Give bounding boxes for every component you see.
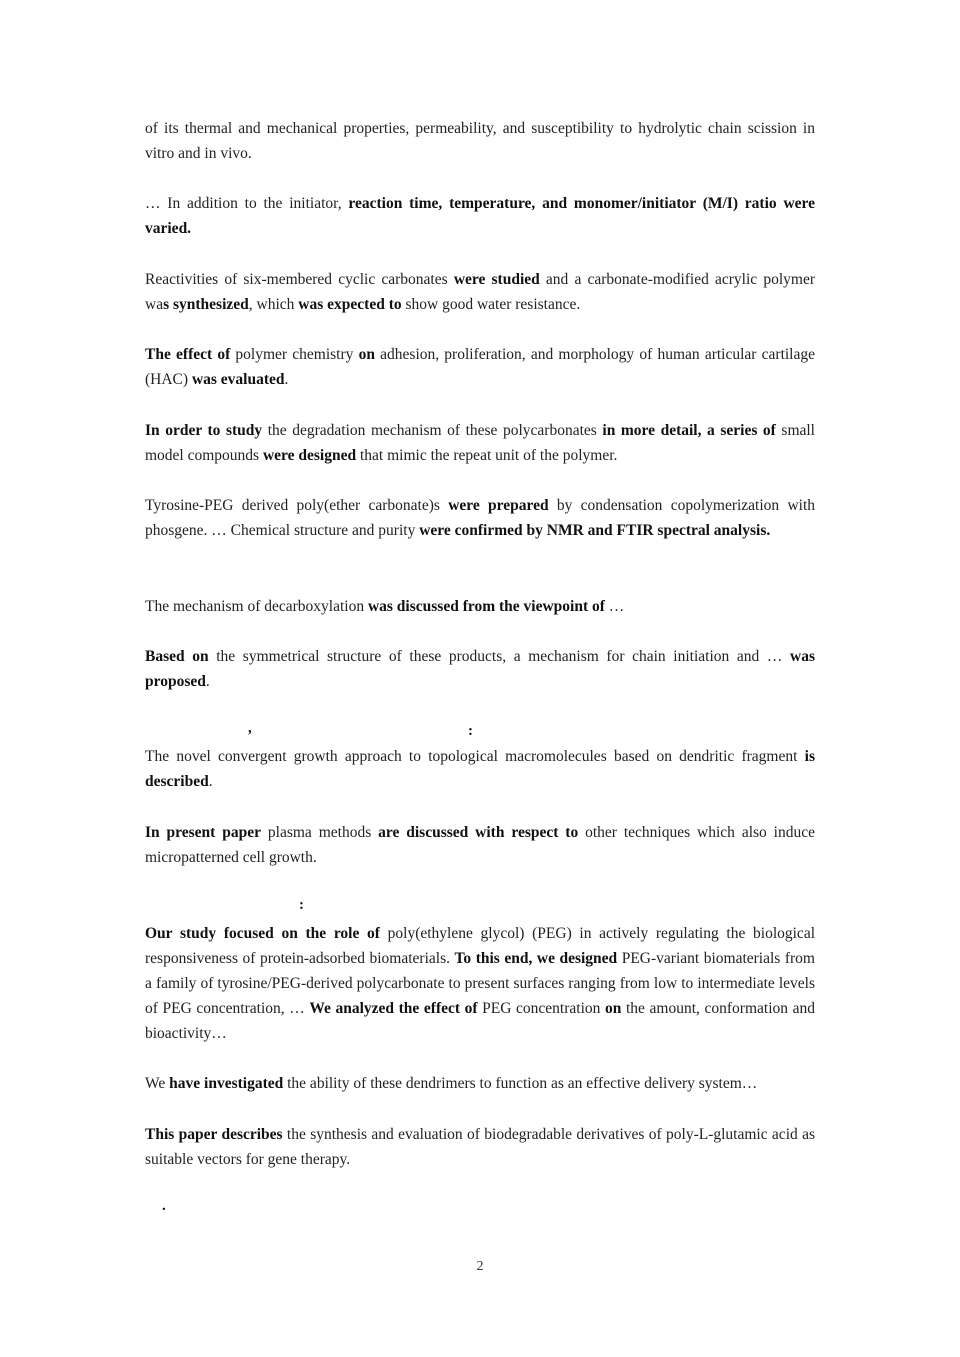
page-number: 2 [476, 1259, 484, 1274]
text-run: of its thermal and mechanical properties, permeability, and susceptibility to hydrolytic chain scission in vitro and in vivo. [145, 120, 815, 162]
text-run: . [284, 371, 289, 388]
text-run: , which [248, 296, 299, 313]
text-run: The novel convergent growth approach to topological macromolecules based on dendritic fragment [145, 748, 805, 765]
bold-phrase: This paper describes [145, 1126, 283, 1143]
bold-phrase: were studied [453, 271, 540, 288]
text-run: poly(ethylene glycol) (PEG) in actively regulating the biological responsiveness of protein-adsorbed biomaterials. [145, 925, 816, 967]
text-run: . [208, 773, 213, 790]
bold-phrase: Based on [145, 648, 209, 665]
text-run: Tyrosine-PEG derived poly(ether carbonate)s [145, 497, 449, 514]
bold-phrase: was discussed from the viewpoint of [367, 598, 605, 615]
text-run: The mechanism of decarboxylation [145, 598, 368, 615]
bold-phrase: We analyzed the effect of [309, 1000, 478, 1017]
bold-phrase: reaction time, temperature, and monomer/initiator (M/I) ratio were varied. [145, 195, 815, 237]
text-run: and a carbonate-modified acrylic polymer wa [145, 271, 815, 313]
paragraph-4 [145, 342, 815, 392]
paragraph-1 [145, 116, 815, 166]
paragraph-6 [145, 493, 815, 543]
section-comma: , [248, 720, 252, 736]
paragraph-13 [145, 1122, 815, 1172]
bold-phrase: In order to study [145, 422, 263, 439]
bold-phrase: in more detail, a series of [602, 422, 776, 439]
text-run: show good water resistance. [401, 296, 581, 313]
paragraph-10 [145, 820, 815, 870]
bold-phrase: was expected to [298, 296, 402, 313]
text-run: We [145, 1075, 170, 1092]
paragraph-11 [145, 921, 815, 1046]
section-colon-2: : [299, 897, 304, 913]
bold-phrase: is described [145, 748, 815, 790]
paragraph-8 [145, 644, 815, 694]
paragraph-3 [145, 267, 815, 317]
bold-phrase: In present paper [145, 824, 261, 841]
bold-phrase: Our study focused on the role of [145, 925, 380, 942]
text-run: PEG concentration [477, 1000, 605, 1017]
section-colon: : [468, 723, 473, 739]
text-run: other techniques which also induce micropatterned cell growth. [145, 824, 816, 866]
bold-phrase: on [605, 1000, 622, 1017]
text-run: . [205, 673, 210, 690]
text-run: adhesion, proliferation, and morphology of human articular cartilage (HAC) [145, 346, 815, 388]
text-run: the amount, conformation and bioactivity… [145, 1000, 815, 1042]
bold-phrase: on [358, 346, 375, 363]
text-run: the degradation mechanism of these polycarbonates [262, 422, 603, 439]
paragraph-12 [145, 1071, 815, 1096]
bold-phrase: was proposed [145, 648, 815, 690]
text-run: … In addition to the initiator, [145, 195, 349, 212]
bold-phrase: have investigated [169, 1075, 284, 1092]
bold-phrase: s synthesized [163, 296, 249, 313]
text-run: the symmetrical structure of these products, a mechanism for chain initiation and … [208, 648, 791, 665]
text-run: plasma methods [261, 824, 379, 841]
bold-phrase: To this end, we designed [454, 950, 618, 967]
bold-phrase: were prepared [448, 497, 549, 514]
bold-phrase: were confirmed by NMR and FTIR spectral analysis. [419, 522, 771, 539]
paragraph-5 [145, 418, 815, 468]
paragraph-9 [145, 744, 815, 794]
text-run: PEG-variant biomaterials from a family of tyrosine/PEG-derived polycarbonate to present surfaces ranging from low to intermediate levels of PEG concentration, … [145, 950, 815, 1017]
bold-phrase: The effect of [145, 346, 231, 363]
text-run: Reactivities of six-membered cyclic carbonates [145, 271, 454, 288]
bold-phrase: was evaluated [191, 371, 285, 388]
text-run: small model compounds [145, 422, 815, 464]
text-run: that mimic the repeat unit of the polymer. [356, 447, 618, 464]
bold-phrase: are discussed with respect to [378, 824, 579, 841]
paragraph-7 [145, 594, 815, 619]
text-run: polymer chemistry [230, 346, 359, 363]
text-run: the ability of these dendrimers to function as an effective delivery system… [283, 1075, 758, 1092]
text-run: by condensation copolymerization with phosgene. … Chemical structure and purity [145, 497, 816, 539]
text-run: … [604, 598, 625, 615]
text-run: the synthesis and evaluation of biodegradable derivatives of poly-L-glutamic acid as suitable vectors for gene therapy. [145, 1126, 816, 1168]
bold-phrase: were designed [262, 447, 357, 464]
section-period: . [162, 1198, 166, 1214]
paragraph-2 [145, 191, 815, 241]
